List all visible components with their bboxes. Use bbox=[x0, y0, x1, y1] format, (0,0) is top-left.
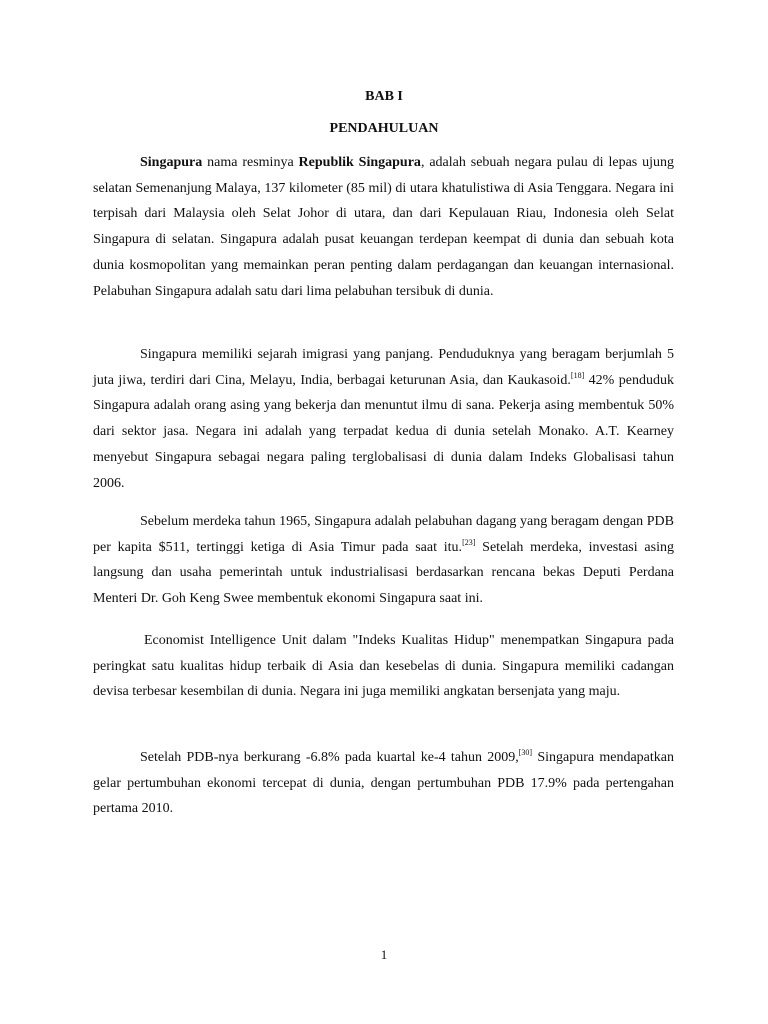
paragraph-text: Setelah merdeka, investasi asing langsung dan usaha pemerintah untuk industrialisasi berdasarkan rencana bekas Deputi Perdana Menteri Dr. Goh Keng Swee membentuk ekonomi Singapura saat ini. bbox=[93, 539, 674, 607]
paragraph-text: Setelah PDB-nya berkurang -6.8% pada kuartal ke-4 tahun 2009, bbox=[140, 750, 519, 765]
paragraph-text: Sebelum merdeka tahun 1965, Singapura adalah pelabuhan dagang yang beragam dengan PDB per kapita $511, tertinggi ketiga di Asia Timur pada saat itu. bbox=[93, 514, 674, 555]
paragraph-text: 42% penduduk Singapura adalah orang asing yang bekerja dan menuntut ilmu di sana. Pekerja asing membentuk 50% dari sektor jasa. Negara ini adalah yang terpadat kedua di dunia setelah Monako. A.T. Kearney menyebut Singapura sebagai negara paling terglobalisasi di dunia dalam Indeks Globalisasi tahun 2006. bbox=[93, 372, 674, 491]
paragraph-1 bbox=[93, 150, 674, 304]
citation-ref[interactable]: [30] bbox=[518, 748, 533, 757]
paragraph-text: Economist Intelligence Unit dalam "Indeks Kualitas Hidup" menempatkan Singapura pada peringkat satu kualitas hidup terbaik di Asia dan kesebelas di dunia. Singapura memiliki cadangan devisa terbesar kesembilan di dunia. Negara ini juga memiliki angkatan bersenjata yang maju. bbox=[93, 633, 674, 700]
bold-term-republik-singapura: Republik Singapura bbox=[298, 155, 421, 170]
chapter-title: PENDAHULUAN bbox=[329, 121, 439, 136]
paragraph-2 bbox=[93, 342, 674, 496]
paragraph-4 bbox=[93, 628, 674, 705]
chapter-number: BAB I bbox=[365, 89, 403, 104]
paragraph-text: Singapura mendapatkan gelar pertumbuhan ekonomi tercepat di dunia, dengan pertumbuhan PDB 17.9% pada pertengahan pertama 2010. bbox=[93, 750, 674, 817]
citation-ref[interactable]: [18] bbox=[570, 370, 585, 380]
paragraph-3 bbox=[93, 509, 674, 612]
paragraph-text: Singapura memiliki sejarah imigrasi yang panjang. Penduduknya yang beragam berjumlah 5 juta jiwa, terdiri dari Cina, Melayu, India, berbagai keturunan Asia, dan Kaukasoid. bbox=[93, 347, 674, 388]
bold-term-singapura: Singapura bbox=[140, 155, 203, 170]
paragraph-5 bbox=[93, 745, 674, 822]
citation-ref[interactable]: [23] bbox=[462, 537, 476, 547]
page-number: 1 bbox=[380, 947, 388, 962]
paragraph-text: , adalah sebuah negara pulau di lepas ujung selatan Semenanjung Malaya, 137 kilometer (85 mil) di utara khatulistiwa di Asia Tenggara. Negara ini terpisah dari Malaysia oleh Selat Johor di utara, dan dari Kepulauan Riau, Indonesia oleh Selat Singapura di selatan. Singapura adalah pusat keuangan terdepan keempat di dunia dan sebuah kota dunia kosmopolitan yang memainkan peran penting dalam perdagangan dan keuangan internasional. Pelabuhan Singapura adalah satu dari lima pelabuhan tersibuk di dunia. bbox=[93, 155, 675, 299]
paragraph-text: nama resminya bbox=[202, 155, 299, 170]
